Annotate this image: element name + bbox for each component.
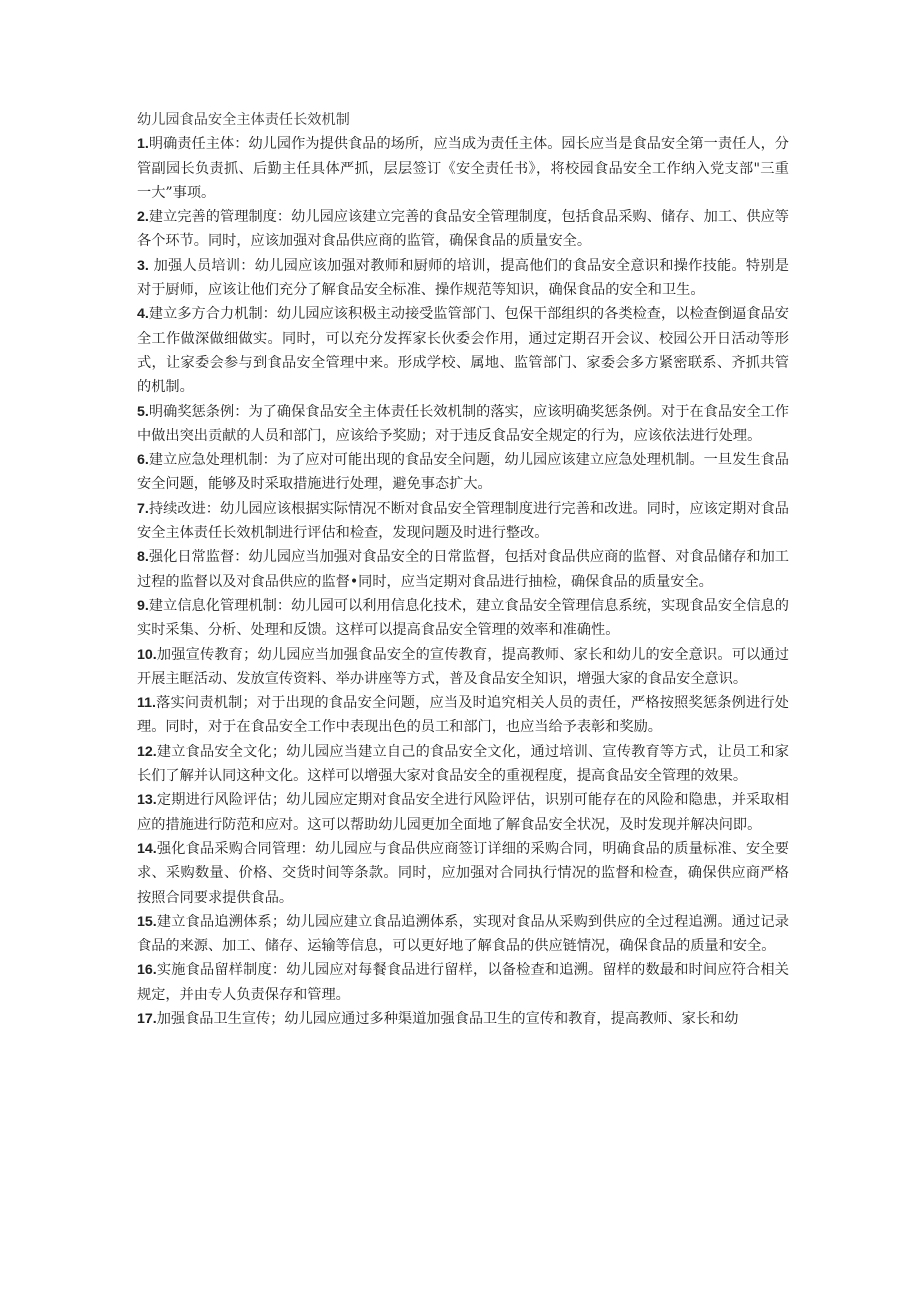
document-body (137, 108, 789, 1031)
item-number: 6. (137, 452, 149, 469)
item-text: 建立食品安全文化；幼儿园应当建立自己的食品安全文化，通过培训、宣传教育等方式，让员工和家长们了解并认同这种文化。这样可以增强大家对食品安全的重视程度，提高食品安全管理的效果。 (137, 743, 789, 785)
list-item (137, 910, 789, 959)
list-item (137, 958, 789, 1007)
list-item (137, 132, 789, 205)
item-text: 建立完善的管理制度：幼儿园应该建立完善的食品安全管理制度，包括食品采购、储存、加工、供应等各个环节。同时，应该加强对食品供应商的监管，确保食品的质量安全。 (137, 209, 789, 250)
item-number: 10. (137, 646, 157, 663)
item-text: 明确责任主体：幼儿园作为提供食品的场所，应当成为责任主体。园长应当是食品安全第一责任人，分管副园长负责抓、后勤主任具体严抓，层层签订《安全责任书》，将校园食品安全工作纳入党支部"三重一大”事项。 (137, 136, 789, 201)
item-text: 持续改进：幼儿园应该根据实际情况不断对食品安全管理制度进行完善和改进。同时，应该定期对食品安全主体责任长效机制进行评估和检查，发现问题及时进行整改。 (137, 500, 789, 542)
item-text: 定期进行风险评估；幼儿园应定期对食品安全进行风险评估，识别可能存在的风险和隐患，并采取相应的措施进行防范和应对。这可以帮助幼儿园更加全面地了解食品安全状况，及时发现并解决问即。 (137, 792, 789, 833)
item-number: 5. (137, 403, 149, 420)
item-number: 2. (137, 209, 149, 226)
list-item (137, 691, 789, 740)
list-item (137, 497, 789, 546)
item-text: 强化日常监督：幼儿园应当加强对食品安全的日常监督，包括对食品供应商的监督、对食品储存和加工过程的监督以及对食品供应的监督•同时，应当定期对食品进行抽检，确保食品的质量安全。 (137, 549, 789, 590)
list-item (137, 643, 789, 692)
list-item (137, 254, 789, 303)
list-item (137, 400, 789, 449)
item-number: 11. (137, 695, 156, 712)
document-title: 幼儿园食品安全主体责任长效机制 (137, 112, 350, 128)
item-number: 16. (137, 962, 157, 979)
list-item (137, 448, 789, 497)
item-number: 17. (137, 1010, 157, 1027)
list-item (137, 740, 789, 789)
item-text: 建立多方合力机制：幼儿园应该积极主动接受监管部门、包保干部组织的各类检查，以检查倒逼食品安全工作做深做细做实。同时，可以充分发挥家长伙委会作用，通过定期召开会议、校园公开日活动等形式，让家委会参与到食品安全管理中来。形成学校、属地、监管部门、家委会多方紧密联系、齐抓共管的机制。 (137, 306, 789, 396)
item-text: 加强人员培训：幼儿园应该加强对教师和厨师的培训，提高他们的食品安全意识和操作技能。特别是对于厨师，应该让他们充分了解食品安全标准、操作规范等知识，确保食品的安全和卫生。 (137, 257, 789, 299)
item-list (137, 132, 789, 1031)
item-number: 14. (137, 840, 157, 857)
item-number: 13. (137, 792, 157, 809)
item-text: 加强宣传教育；幼儿园应当加强食品安全的宣传教育，提高教师、家长和幼儿的安全意识。可以通过开展主眶活动、发放宣传资料、举办讲座等方式，普及食品安全知识，增强大家的食品安全意识。 (137, 646, 789, 687)
list-item (137, 594, 789, 643)
item-text: 建立信息化管理机制：幼儿园可以利用信息化技术，建立食品安全管理信息系统，实现食品安全信息的实时采集、分析、处理和反馈。这样可以提高食品安全管理的效率和准确性。 (137, 597, 789, 639)
list-item (137, 205, 789, 254)
item-number: 7. (137, 500, 149, 517)
item-text: 建立应急处理机制：为了应对可能出现的食品安全问题，幼儿园应该建立应急处理机制。一旦发生食品安全问题，能够及时采取措施进行处理，避免事态扩大。 (137, 452, 789, 493)
list-item (137, 1007, 789, 1031)
item-number: 12. (137, 743, 157, 760)
item-number: 4. (137, 306, 149, 323)
list-item (137, 837, 789, 910)
item-number: 8. (137, 549, 149, 566)
item-text: 加强食品卫生宣传；幼儿园应通过多种渠道加强食品卫生的宣传和教育，提高教师、家长和幼 (156, 1010, 739, 1027)
item-text: 实施食品留样制度：幼儿园应对每餐食品进行留样，以备检查和追溯。留样的数最和时间应符合相关规定，并由专人负责保存和管理。 (137, 962, 789, 1003)
item-number: 3. (137, 257, 149, 274)
item-number: 9. (137, 597, 149, 614)
item-text: 强化食品采购合同管理：幼儿园应与食品供应商签订详细的采购合同，明确食品的质量标准、安全要求、采购数量、价格、交货时间等条款。同时，应加强对合同执行情况的监督和检查，确保供应商严格按照合同要求提供食品。 (137, 840, 789, 906)
item-text: 明确奖惩条例：为了确保食品安全主体责任长效机制的落实，应该明确奖惩条例。对于在食品安全工作中做出突出贡献的人员和部门，应该给予奖励；对于违反食品安全规定的行为，应该依法进行处理。 (137, 403, 789, 444)
list-item (137, 545, 789, 594)
item-text: 建立食品追溯体系；幼儿园应建立食品追溯体系，实现对食品从采购到供应的全过程追溯。通过记录食品的来源、加工、储存、运输等信息，可以更好地了解食品的供应链情况，确保食品的质量和安全。 (137, 913, 789, 955)
item-text: 落实问责机制；对于出现的食品安全问题，应当及时追究相关人员的责任，严格按照奖惩条例进行处理。同时，对于在食品安全工作中表现出色的员工和部门，也应当给予表彰和奖励。 (137, 695, 789, 736)
item-number: 1. (137, 136, 149, 153)
item-number: 15. (137, 913, 157, 930)
list-item (137, 302, 789, 399)
list-item (137, 788, 789, 837)
